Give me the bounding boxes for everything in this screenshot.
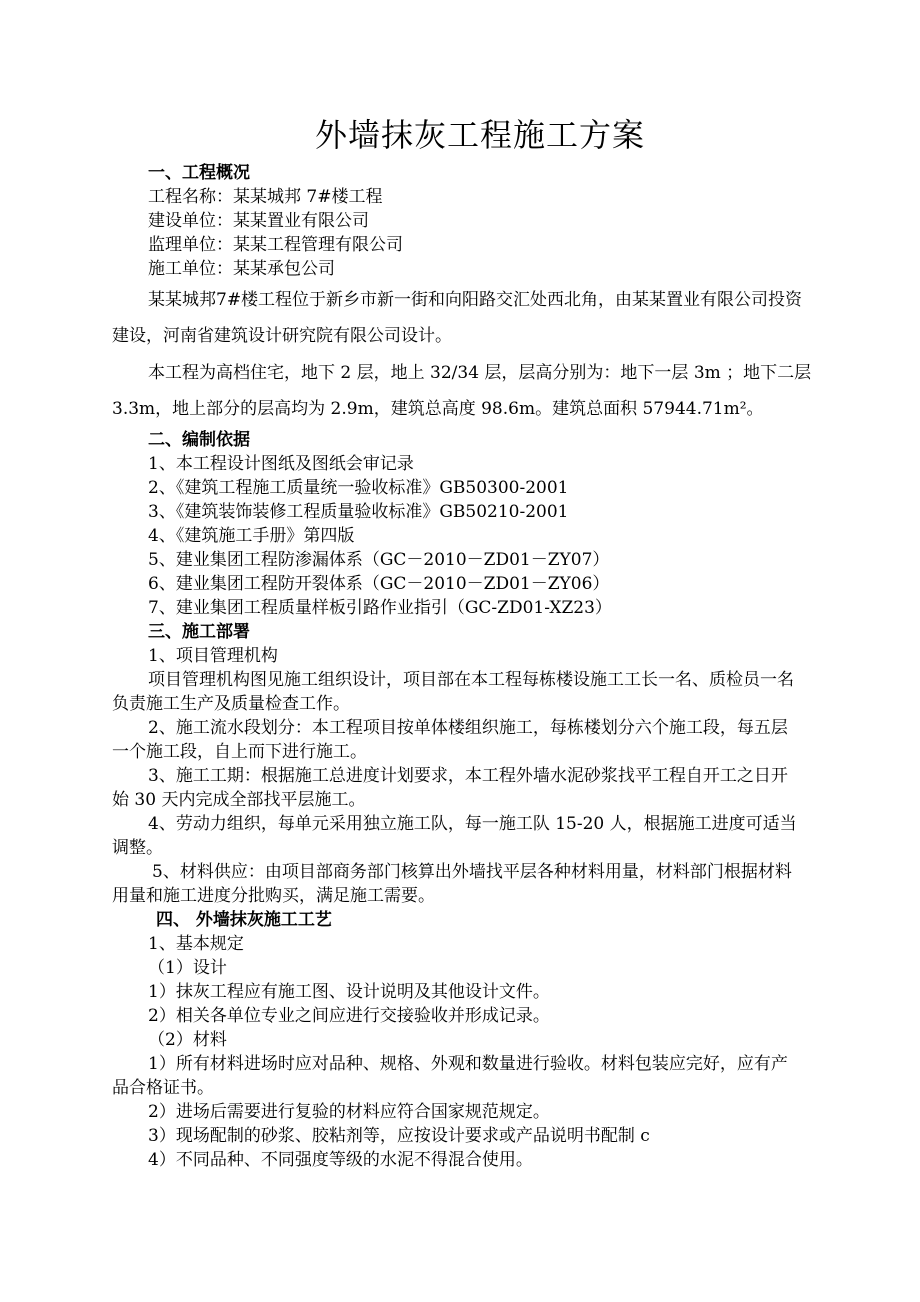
paragraph-line: 5、材料供应：由项目部商务部门核算出外墙找平层各种材料用量，材料部门根据材料 (152, 862, 792, 882)
list-item: 5、建业集团工程防渗漏体系（GC－2010－ZD01－ZY07） (148, 550, 610, 570)
paragraph-line: 1、基本规定 (148, 934, 244, 954)
paragraph-line: （2）材料 (148, 1030, 227, 1050)
paragraph-line: 负责施工生产及质量检查工作。 (112, 694, 350, 714)
paragraph-line: 建设单位：某某置业有限公司 (148, 211, 369, 231)
section-heading-overview: 一、工程概况 (148, 163, 250, 183)
paragraph-line: 项目管理机构图见施工组织设计，项目部在本工程每栋楼设施工工长一名、质检员一名 (148, 670, 794, 690)
paragraph-line: 1）所有材料进场时应对品种、规格、外观和数量进行验收。材料包装应完好，应有产 (148, 1054, 788, 1074)
paragraph-line: 1）抹灰工程应有施工图、设计说明及其他设计文件。 (148, 982, 550, 1002)
paragraph-line: 3）现场配制的砂浆、胶粘剂等，应按设计要求或产品说明书配制 c (148, 1126, 650, 1146)
list-item: 7、建业集团工程质量样板引路作业指引（GC-ZD01-XZ23） (148, 598, 612, 618)
paragraph-line: 一个施工段，自上而下进行施工。 (112, 742, 367, 762)
paragraph-line: 4）不同品种、不同强度等级的水泥不得混合使用。 (148, 1150, 533, 1170)
paragraph-line: 建设，河南省建筑设计研究院有限公司设计。 (112, 326, 452, 346)
paragraph-line: 2）进场后需要进行复验的材料应符合国家规范规定。 (148, 1102, 550, 1122)
paragraph-line: （1）设计 (148, 958, 227, 978)
list-item: 6、建业集团工程防开裂体系（GC－2010－ZD01－ZY06） (148, 574, 610, 594)
paragraph-line: 1、项目管理机构 (148, 646, 278, 666)
paragraph-line: 施工单位：某某承包公司 (148, 259, 335, 279)
paragraph-line: 2、施工流水段划分：本工程项目按单体楼组织施工，每栋楼划分六个施工段，每五层 (148, 718, 788, 738)
paragraph-line: 始 30 天内完成全部找平层施工。 (112, 790, 366, 810)
paragraph-line: 2）相关各单位专业之间应进行交接验收并形成记录。 (148, 1006, 550, 1026)
paragraph-line: 用量和施工进度分批购买，满足施工需要。 (112, 886, 435, 906)
list-item: 2、《建筑工程施工质量统一验收标准》GB50300-2001 (148, 478, 569, 498)
section-heading-deployment: 三、施工部署 (148, 622, 250, 642)
section-heading-process: 四、 外墙抹灰施工工艺 (156, 910, 332, 930)
paragraph-line: 3.3m，地上部分的层高均为 2.9m，建筑总高度 98.6m。建筑总面积 57944.71m²。 (112, 399, 764, 419)
paragraph-line: 4、劳动力组织，每单元采用独立施工队，每一施工队 15-20 人，根据施工进度可适当 (148, 814, 797, 834)
list-item: 1、本工程设计图纸及图纸会审记录 (148, 454, 414, 474)
paragraph-line: 某某城邦7#楼工程位于新乡市新一街和向阳路交汇处西北角，由某某置业有限公司投资 (148, 290, 803, 310)
section-heading-basis: 二、编制依据 (148, 430, 250, 450)
paragraph-line: 品合格证书。 (112, 1078, 214, 1098)
paragraph-line: 本工程为高档住宅，地下 2 层，地上 32/34 层，层高分别为：地下一层 3m ；地下二层 (148, 363, 812, 383)
document-title: 外墙抹灰工程施工方案 (314, 116, 645, 154)
paragraph-line: 调整。 (112, 838, 163, 858)
paragraph-line: 监理单位：某某工程管理有限公司 (148, 235, 403, 255)
list-item: 3、《建筑装饰装修工程质量验收标准》GB50210-2001 (148, 502, 569, 522)
list-item: 4、《建筑施工手册》第四版 (148, 526, 355, 546)
paragraph-line: 工程名称：某某城邦 7#楼工程 (148, 187, 383, 207)
paragraph-line: 3、施工工期：根据施工总进度计划要求，本工程外墙水泥砂浆找平工程自开工之日开 (148, 766, 788, 786)
